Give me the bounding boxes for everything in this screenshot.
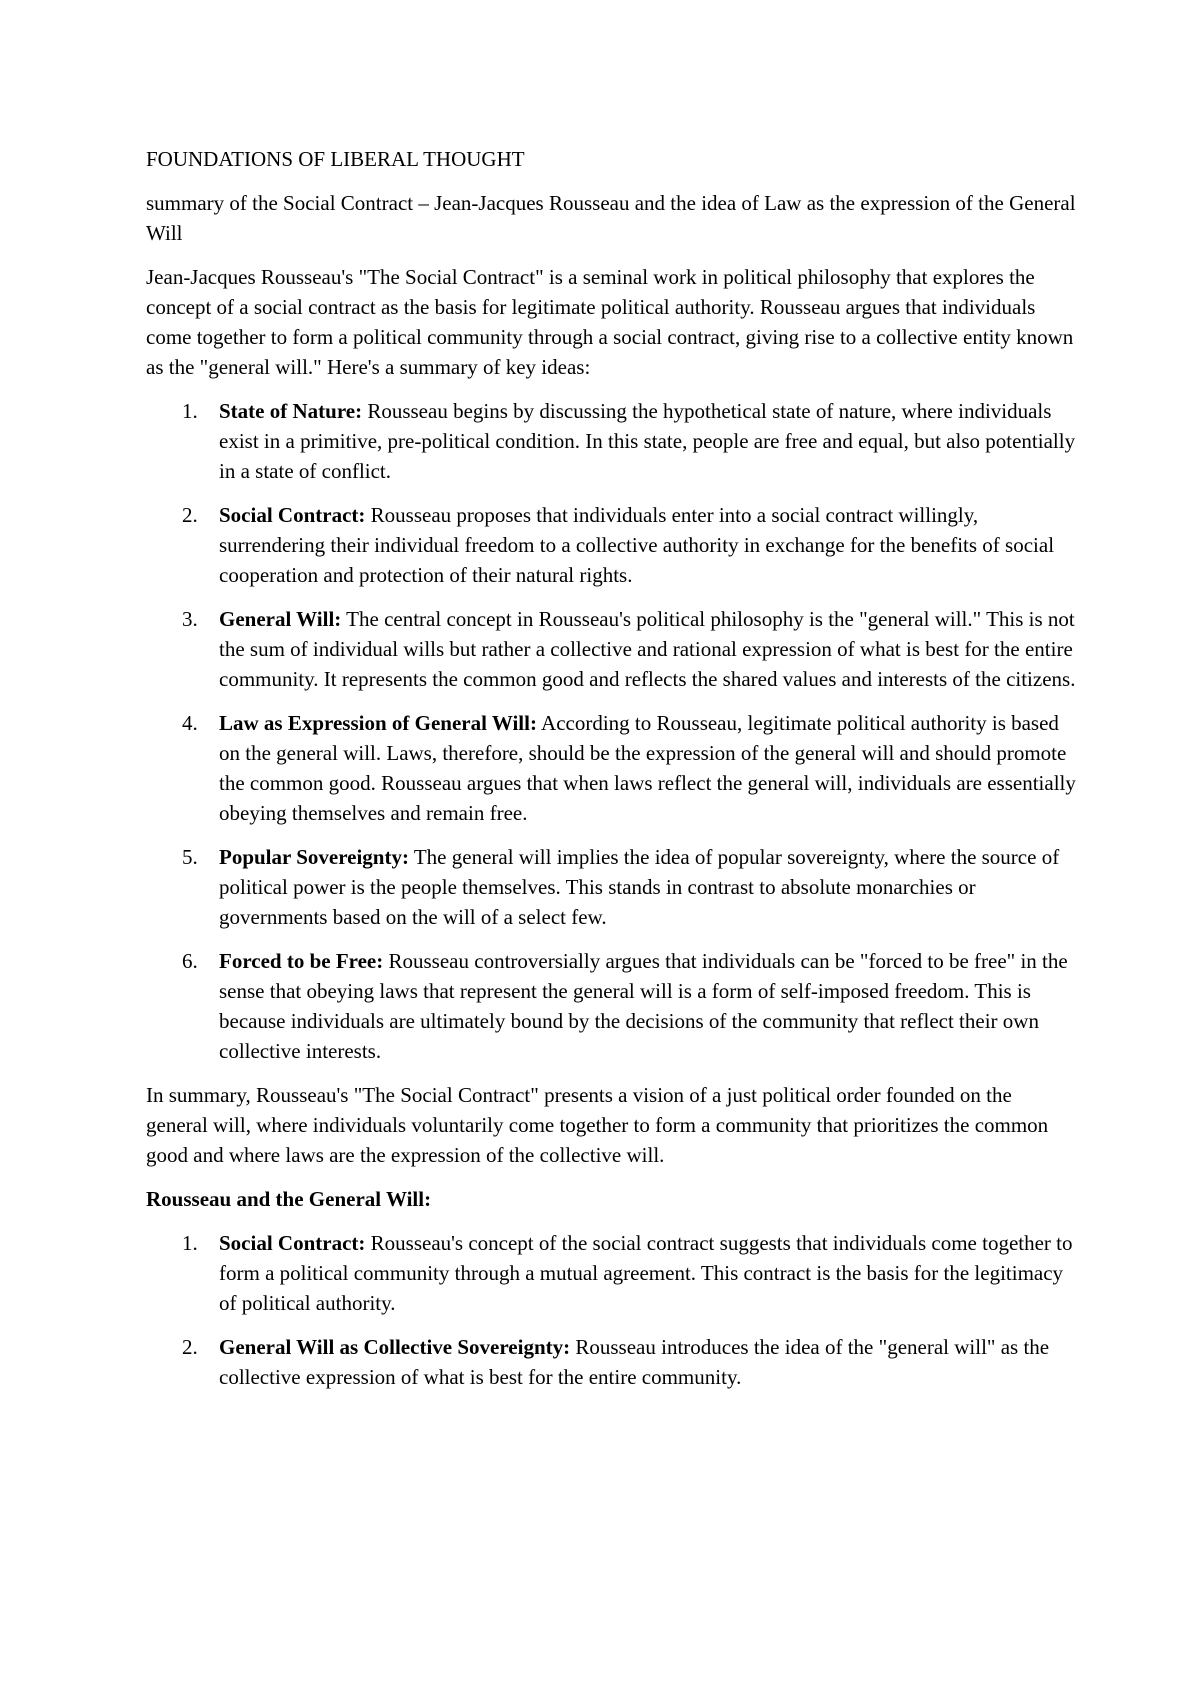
list-term: Social Contract: bbox=[219, 1231, 366, 1255]
list-term: General Will as Collective Sovereignty: bbox=[219, 1335, 571, 1359]
list-number: 2. bbox=[182, 503, 198, 527]
list-number: 3. bbox=[182, 607, 198, 631]
list-item bbox=[146, 1332, 1078, 1392]
summary-paragraph: In summary, Rousseau's "The Social Contract" presents a vision of a just political order founded on the general will, where individuals voluntarily come together to form a community that prioritizes the common good and where laws are the expression of the collective will. bbox=[146, 1083, 1049, 1167]
list-text: According to Rousseau, legitimate political authority is based on the general will. Laws, therefore, should be the expression of the general will and should promote the common good. Rousseau argues that when laws reflect the general will, individuals are essentially obeying themselves and remain free. bbox=[219, 711, 1076, 825]
intro-paragraph: Jean-Jacques Rousseau's "The Social Contract" is a seminal work in political philosophy that explores the concept of a social contract as the basis for legitimate political authority. Rousseau argues that individuals come together to form a political community through a social contract, giving rise to a collective entity known as the "general will." Here's a summary of key ideas: bbox=[146, 265, 1074, 379]
list-term: State of Nature: bbox=[219, 399, 363, 423]
document-page bbox=[146, 144, 1078, 1406]
list-item bbox=[146, 708, 1078, 828]
list-text: Rousseau controversially argues that individuals can be "forced to be free" in the sense that obeying laws that represent the general will is a form of self-imposed freedom. This is because individuals are ultimately bound by the decisions of the community that reflect their own collective interests. bbox=[219, 949, 1068, 1063]
list-number: 6. bbox=[182, 949, 198, 973]
list-number: 2. bbox=[182, 1335, 198, 1359]
list-text: Rousseau's concept of the social contract suggests that individuals come together to form a political community through a mutual agreement. This contract is the basis for the legitimacy of political authority. bbox=[219, 1231, 1073, 1315]
key-ideas-list bbox=[146, 396, 1078, 1066]
list-term: Forced to be Free: bbox=[219, 949, 384, 973]
list-item bbox=[146, 500, 1078, 590]
list-item bbox=[146, 1228, 1078, 1318]
list-number: 4. bbox=[182, 711, 198, 735]
list-text: Rousseau begins by discussing the hypothetical state of nature, where individuals exist in a primitive, pre-political condition. In this state, people are free and equal, but also potentially in a state of conflict. bbox=[219, 399, 1076, 483]
list-number: 5. bbox=[182, 845, 198, 869]
list-text: The central concept in Rousseau's political philosophy is the "general will." This is not the sum of individual wills but rather a collective and rational expression of what is best for the entire community. It represents the common good and reflects the shared values and interests of the citizens. bbox=[219, 607, 1076, 691]
document-subtitle: summary of the Social Contract – Jean-Jacques Rousseau and the idea of Law as the expression of the General Will bbox=[146, 191, 1076, 245]
list-term: Social Contract: bbox=[219, 503, 366, 527]
list-term: General Will: bbox=[219, 607, 342, 631]
list-text: Rousseau introduces the idea of the "general will" as the collective expression of what is best for the entire community. bbox=[219, 1335, 1050, 1389]
list-text: The general will implies the idea of popular sovereignty, where the source of political power is the people themselves. This stands in contrast to absolute monarchies or governments based on the will of a select few. bbox=[219, 845, 1060, 929]
section-heading: Rousseau and the General Will: bbox=[146, 1187, 432, 1211]
list-term: Law as Expression of General Will: bbox=[219, 711, 537, 735]
list-number: 1. bbox=[182, 1231, 198, 1255]
list-item bbox=[146, 842, 1078, 932]
list-number: 1. bbox=[182, 399, 198, 423]
document-title: FOUNDATIONS OF LIBERAL THOUGHT bbox=[146, 147, 525, 171]
list-item bbox=[146, 946, 1078, 1066]
section-list bbox=[146, 1228, 1078, 1392]
list-item bbox=[146, 604, 1078, 694]
list-item bbox=[146, 396, 1078, 486]
list-text: Rousseau proposes that individuals enter into a social contract willingly, surrendering their individual freedom to a collective authority in exchange for the benefits of social cooperation and protection of their natural rights. bbox=[219, 503, 1055, 587]
list-term: Popular Sovereignty: bbox=[219, 845, 409, 869]
